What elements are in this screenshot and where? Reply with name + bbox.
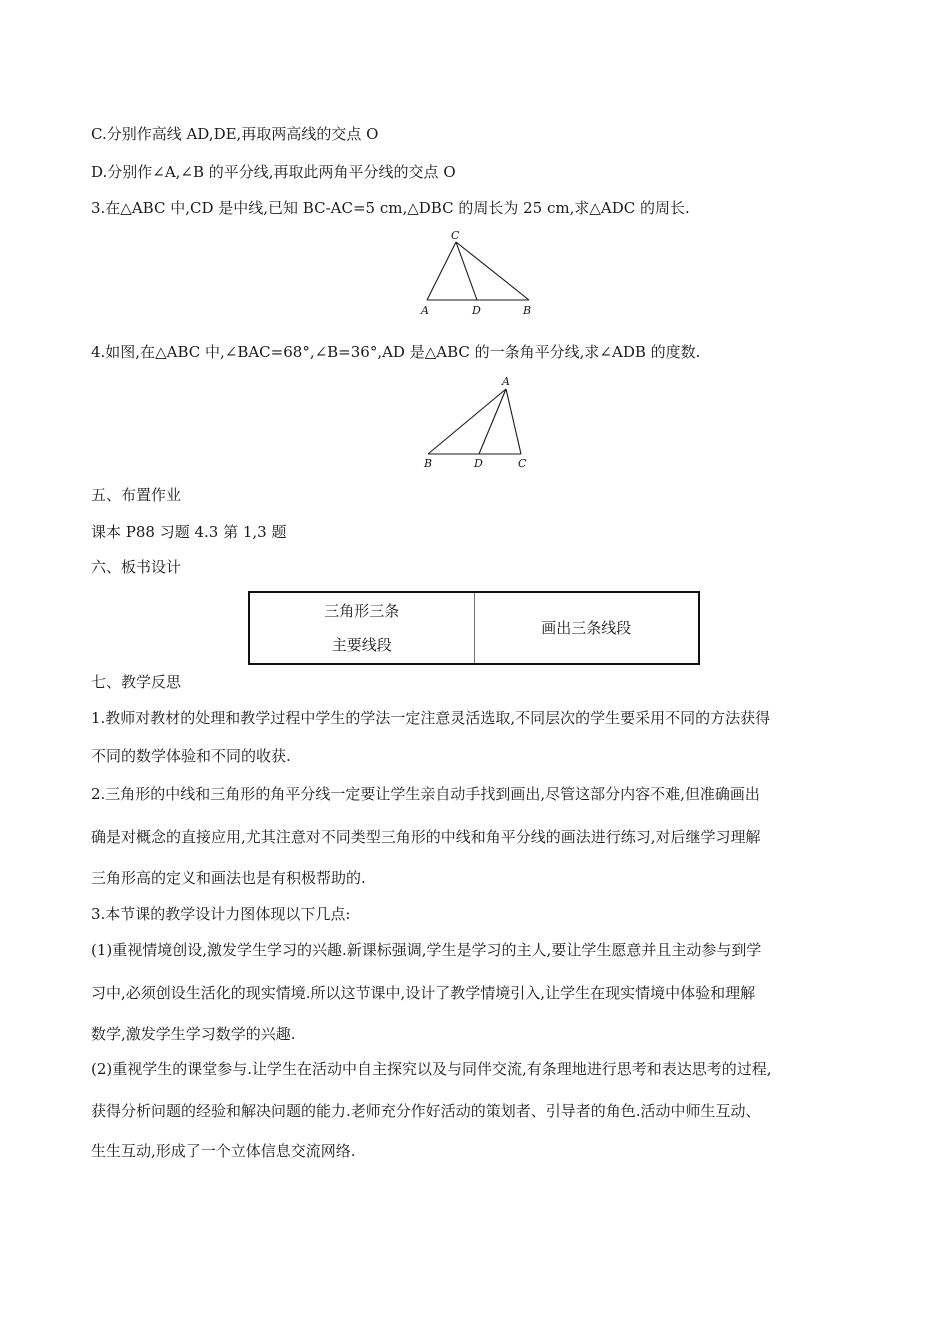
vertex-c-label: C	[451, 229, 460, 242]
triangle-figure-bisector	[418, 372, 533, 472]
board-left-line-1: 三角形三条	[324, 602, 400, 620]
board-design-table	[248, 591, 700, 665]
problem-3: 3.在△ABC 中,CD 是中线,已知 BC-AC=5 cm,△DBC 的周长为 25 cm,求△ADC 的周长.	[91, 199, 690, 217]
point-2-line-1: (2)重视学生的课堂参与.让学生在活动中自主探究以及与同伴交流,有条理地进行思考和表达思考的过程,	[91, 1060, 772, 1078]
section-6-heading: 六、板书设计	[91, 558, 182, 576]
triangle-figure-median	[415, 228, 540, 320]
problem-4: 4.如图,在△ABC 中,∠BAC=68°,∠B=36°,AD 是△ABC 的一条角平分线,求∠ADB 的度数.	[91, 343, 701, 361]
bisector-ad	[479, 389, 506, 454]
board-right-text: 画出三条线段	[541, 619, 632, 637]
point-1-line-1: (1)重视情境创设,激发学生学习的兴趣.新课标强调,学生是学习的主人,要让学生愿意并且主动参与到学	[91, 941, 762, 959]
reflection-1-line-1: 1.教师对教材的处理和教学过程中学生的学法一定注意灵活选取,不同层次的学生要采用不同的方法获得	[91, 709, 771, 727]
side-ac	[506, 389, 521, 454]
point-d-label: D	[472, 304, 481, 317]
reflection-2-line-1: 2.三角形的中线和三角形的角平分线一定要让学生亲自动手找到画出,尽管这部分内容不难,但准确画出	[91, 785, 760, 803]
vertex-b-label: B	[523, 304, 532, 317]
board-left-cell	[250, 593, 475, 663]
point-d-label: D	[474, 457, 483, 470]
option-c: C.分别作高线 AD,DE,再取两高线的交点 O	[91, 125, 379, 143]
reflection-2-line-2: 确是对概念的直接应用,尤其注意对不同类型三角形的中线和角平分线的画法进行练习,对后继学习理解	[91, 828, 761, 846]
board-right-cell	[475, 593, 699, 663]
point-2-line-3: 生生互动,形成了一个立体信息交流网络.	[91, 1142, 356, 1160]
section-7-heading: 七、教学反思	[91, 673, 182, 691]
side-ac	[427, 242, 456, 300]
vertex-a-label: A	[502, 375, 510, 388]
point-1-line-3: 数学,激发学生学习数学的兴趣.	[91, 1025, 296, 1043]
point-2-line-2: 获得分析问题的经验和解决问题的能力.老师充分作好活动的策划者、引导者的角色.活动中师生互动、	[91, 1102, 761, 1120]
option-d: D.分别作∠A,∠B 的平分线,再取此两角平分线的交点 O	[91, 163, 456, 181]
reflection-1-line-2: 不同的数学体验和不同的收获.	[91, 747, 291, 765]
section-5-heading: 五、布置作业	[91, 486, 182, 504]
homework-text: 课本 P88 习题 4.3 第 1,3 题	[91, 523, 287, 541]
vertex-a-label: A	[421, 304, 429, 317]
reflection-3-intro: 3.本节课的教学设计力图体现以下几点:	[91, 905, 351, 923]
vertex-c-label: C	[518, 457, 527, 470]
vertex-b-label: B	[424, 457, 433, 470]
board-left-line-2: 主要线段	[331, 636, 392, 654]
point-1-line-2: 习中,必须创设生活化的现实情境.所以这节课中,设计了教学情境引入,让学生在现实情境中体验和理解	[91, 984, 756, 1002]
reflection-2-line-3: 三角形高的定义和画法也是有积极帮助的.	[91, 869, 366, 887]
side-ab	[428, 389, 506, 454]
